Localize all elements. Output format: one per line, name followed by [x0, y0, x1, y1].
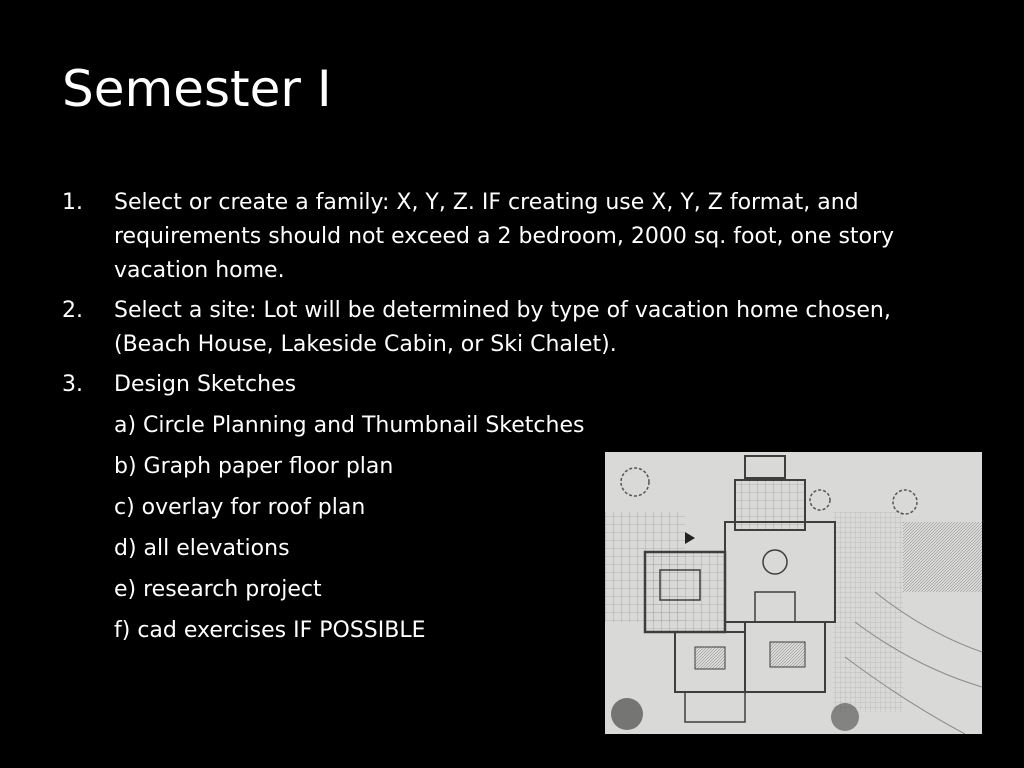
floor-plan-image — [605, 452, 982, 734]
list-item-1 — [62, 186, 942, 288]
subitem-f: f) cad exercises IF POSSIBLE — [114, 618, 426, 643]
list-item-text: Select or create a family: X, Y, Z. IF creating use X, Y, Z format, and requirements should not exceed a 2 bedroom, 2000 sq. foot, one story vacation home. — [114, 190, 895, 283]
subitem-b: b) Graph paper floor plan — [114, 454, 394, 479]
subitem-c: c) overlay for roof plan — [114, 495, 366, 520]
list-item-3 — [62, 368, 942, 402]
list-item-2 — [62, 294, 942, 362]
subitem-e: e) research project — [114, 577, 322, 602]
list-item-number: 3. — [62, 372, 83, 397]
floor-plan-drawing-icon — [605, 452, 982, 734]
slide-title: Semester I — [62, 60, 332, 118]
subitem-a: a) Circle Planning and Thumbnail Sketches — [114, 413, 585, 438]
list-item-number: 1. — [62, 190, 83, 215]
subitem-d: d) all elevations — [114, 536, 290, 561]
list-item-number: 2. — [62, 298, 83, 323]
list-item-text: Design Sketches — [114, 372, 297, 397]
list-item-text: Select a site: Lot will be determined by type of vacation home chosen, (Beach House, Lakeside Cabin, or Ski Chalet). — [114, 298, 891, 357]
